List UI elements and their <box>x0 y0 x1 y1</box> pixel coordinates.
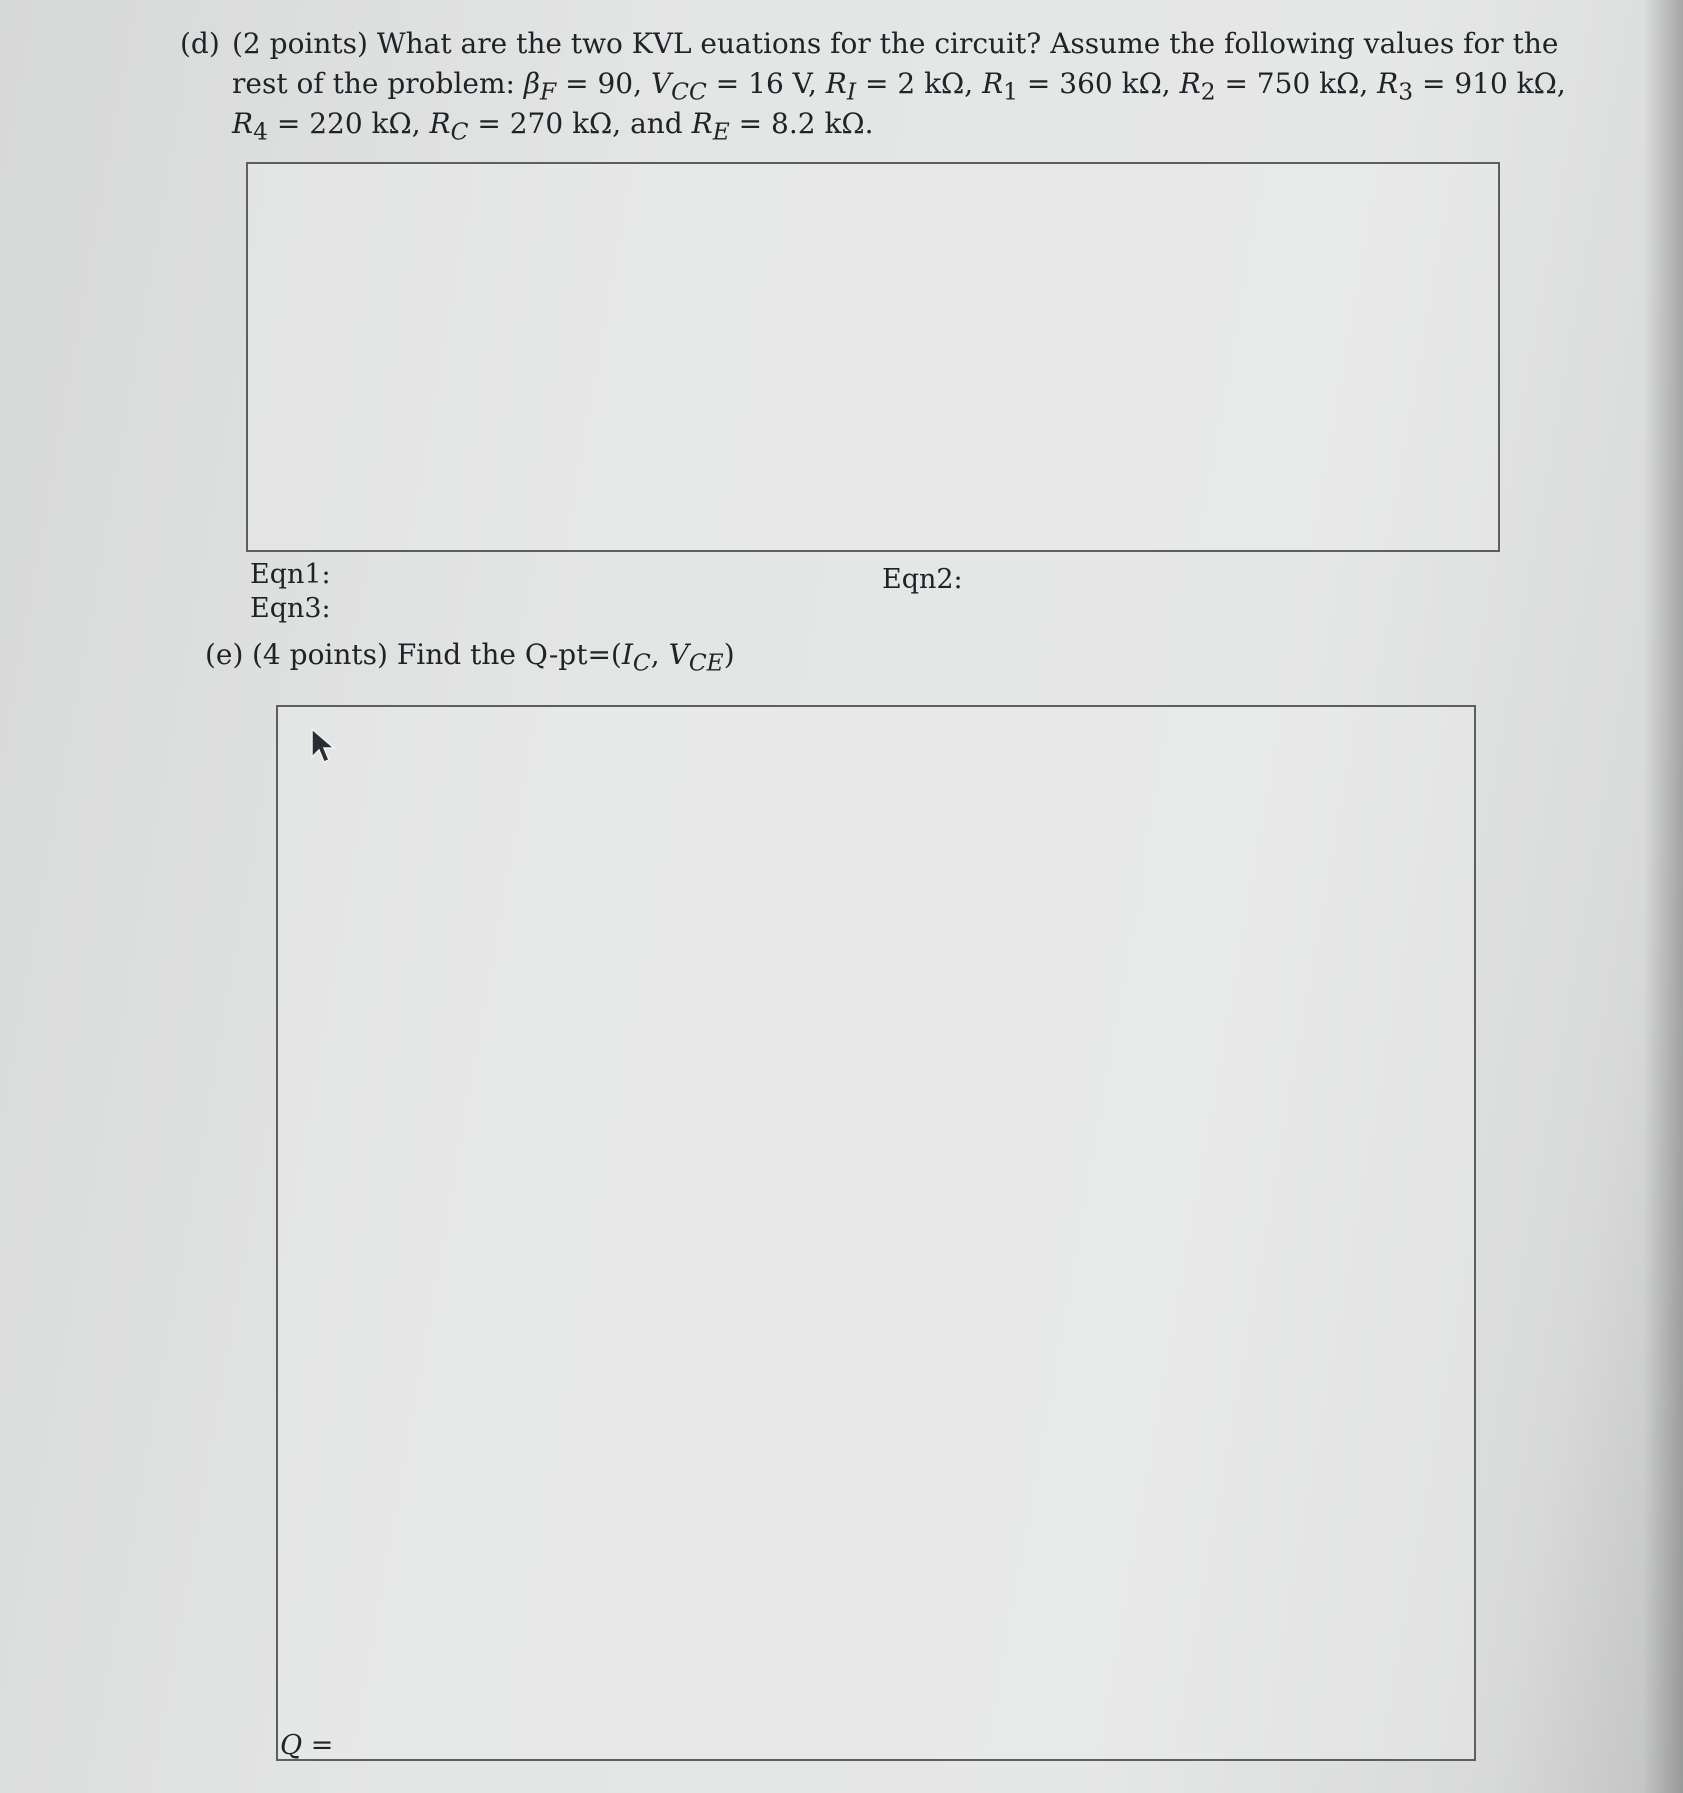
eqn2-label: Eqn2: <box>882 564 963 595</box>
question-e-label: (e) <box>205 638 244 671</box>
question-d-line-2: rest of the problem: $\beta_F = 90$, $V_{CC} = 16$ V, $R_I = 2$ kΩ, $R_1 = 360$ kΩ, $R_2 = 750$ kΩ, $R_3 = 910$ kΩ, <box>232 67 1566 106</box>
question-d-line-1 <box>232 24 1558 64</box>
question-d-text: What are the two KVL euations for the circuit? Assume the following values for the <box>376 27 1559 60</box>
question-d-points: (2 points) <box>232 27 368 60</box>
eqn1-label: Eqn1: <box>250 559 331 590</box>
question-e-text: (4 points) Find the $Q-pt=(I_C$, $V_{CE}$) <box>252 638 735 677</box>
question-d-label: (d) <box>180 27 220 60</box>
question-d-line-3: $R_4 = 220$ kΩ, $R_C = 270$ kΩ, and $R_E = 8.2$ kΩ. <box>232 107 874 146</box>
mouse-pointer-icon <box>310 727 342 767</box>
answer-box-d[interactable] <box>246 162 1500 552</box>
eqn3-label: Eqn3: <box>250 593 331 624</box>
q-answer-label: Q = <box>280 1730 334 1761</box>
page-edge-shadow <box>1643 0 1683 1793</box>
answer-box-e[interactable] <box>276 705 1476 1761</box>
